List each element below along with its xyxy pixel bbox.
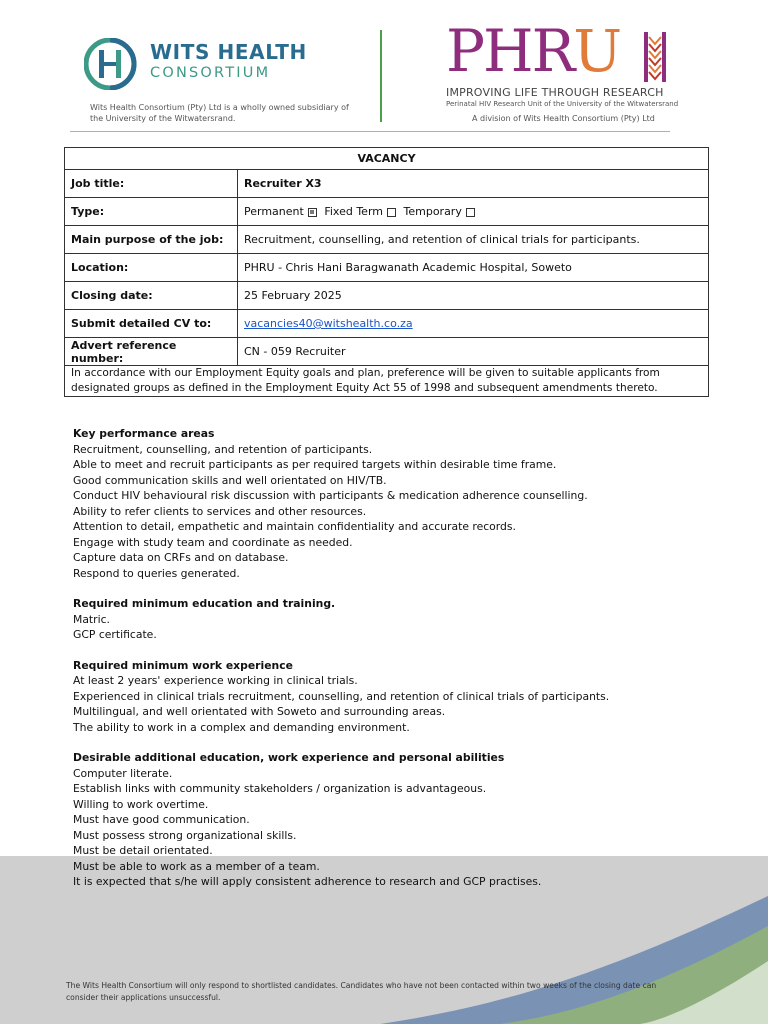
type-option-fixed-term-label: Fixed Term xyxy=(324,205,383,218)
section-desirable-abilities xyxy=(73,750,713,890)
vacancy-header-row xyxy=(65,148,709,170)
section-heading: Desirable additional education, work experience and personal abilities xyxy=(73,751,505,764)
type-option-permanent-label: Permanent xyxy=(244,205,304,218)
equity-note: In accordance with our Employment Equity goals and plan, preference will be given to suitable applicants from designated groups as defined in the Employment Equity Act 55 of 1998 and subsequent amendments thereto. xyxy=(65,366,709,397)
list-item: The ability to work in a complex and demanding environment. xyxy=(73,720,410,734)
list-item: Attention to detail, empathetic and maintain confidentiality and accurate records. xyxy=(73,520,516,533)
section-key-performance-areas xyxy=(73,426,713,581)
table-row xyxy=(65,170,709,198)
wits-health-logo-icon xyxy=(84,38,146,90)
temporary-checkbox[interactable] xyxy=(466,208,475,217)
fixed-term-checkbox[interactable] xyxy=(387,208,396,217)
section-education xyxy=(73,596,713,643)
header-divider xyxy=(380,30,382,122)
permanent-checkbox[interactable] xyxy=(308,208,317,217)
list-item: Good communication skills and well orientated on HIV/TB. xyxy=(73,473,387,487)
purpose-label: Main purpose of the job: xyxy=(65,226,238,254)
vacancy-table xyxy=(64,147,709,397)
footer-note: The Wits Health Consortium will only respond to shortlisted candidates. Candidates who have not been contacted within two weeks of the closing date can consider their applications unsuccessful. xyxy=(66,981,657,1002)
job-title-label: Job title: xyxy=(65,170,238,198)
submit-cv-cell xyxy=(238,310,709,338)
job-title-value: Recruiter X3 xyxy=(238,170,709,198)
email-link[interactable]: vacancies40@witshealth.co.za xyxy=(244,317,413,330)
list-item: Experienced in clinical trials recruitment, counselling, and retention of clinical trials of participants. xyxy=(73,689,610,703)
section-heading: Required minimum education and training. xyxy=(73,597,336,610)
list-item: Recruitment, counselling, and retention of participants. xyxy=(73,442,373,456)
table-row xyxy=(65,254,709,282)
list-item: Ability to refer clients to services and other resources. xyxy=(73,504,367,518)
table-row xyxy=(65,310,709,338)
location-value: PHRU - Chris Hani Baragwanath Academic Hospital, Soweto xyxy=(238,254,709,282)
phru-name-start: PHR xyxy=(446,17,574,85)
list-item: Must be able to work as a member of a team. xyxy=(73,859,320,873)
list-item: Able to meet and recruit participants as per required targets within desirable time frame. xyxy=(73,458,557,471)
list-item: It is expected that s/he will apply consistent adherence to research and GCP practises. xyxy=(73,875,542,888)
list-item: Establish links with community stakeholders / organization is advantageous. xyxy=(73,782,487,795)
table-row xyxy=(65,226,709,254)
list-item: Capture data on CRFs and on database. xyxy=(73,551,289,564)
list-item: GCP certificate. xyxy=(73,628,157,641)
section-heading: Key performance areas xyxy=(73,427,215,440)
table-row xyxy=(65,338,709,366)
phru-logo-text xyxy=(446,18,620,84)
vacancy-title: VACANCY xyxy=(65,148,709,170)
submit-cv-label: Submit detailed CV to: xyxy=(65,310,238,338)
table-row xyxy=(65,198,709,226)
section-heading: Required minimum work experience xyxy=(73,658,293,672)
wits-name-line2: CONSORTIUM xyxy=(150,65,271,81)
list-item: Matric. xyxy=(73,612,110,626)
letterhead xyxy=(0,0,768,140)
table-row xyxy=(65,282,709,310)
list-item: Willing to work overtime. xyxy=(73,797,209,811)
table-row xyxy=(65,366,709,397)
section-work-experience xyxy=(73,658,713,736)
wits-subsidiary-note: Wits Health Consortium (Pty) Ltd is a wholly owned subsidiary of the University of the Witwatersrand. xyxy=(90,103,349,123)
list-item: At least 2 years' experience working in clinical trials. xyxy=(73,674,358,687)
phru-pattern-icon xyxy=(644,32,666,82)
header-rule xyxy=(70,131,670,132)
list-item: Computer literate. xyxy=(73,766,173,780)
list-item: Engage with study team and coordinate as needed. xyxy=(73,535,353,549)
phru-division: A division of Wits Health Consortium (Pty) Ltd xyxy=(472,114,655,123)
phru-name-end: U xyxy=(573,17,621,85)
wits-name-line1: WITS HEALTH xyxy=(150,40,307,64)
purpose-value: Recruitment, counselling, and retention of clinical trials for participants. xyxy=(238,226,709,254)
list-item: Must possess strong organizational skills. xyxy=(73,828,297,842)
list-item: Conduct HIV behavioural risk discussion with participants & medication adherence counselling. xyxy=(73,489,588,502)
reference-value: CN - 059 Recruiter xyxy=(238,338,709,366)
type-options xyxy=(238,198,709,226)
list-item: Multilingual, and well orientated with Soweto and surrounding areas. xyxy=(73,705,446,718)
closing-date-label: Closing date: xyxy=(65,282,238,310)
type-label: Type: xyxy=(65,198,238,226)
phru-subtitle: Perinatal HIV Research Unit of the University of the Witwatersrand xyxy=(446,100,679,108)
reference-label: Advert reference number: xyxy=(65,338,238,366)
list-item: Respond to queries generated. xyxy=(73,566,240,580)
type-option-temporary-label: Temporary xyxy=(403,205,462,218)
location-label: Location: xyxy=(65,254,238,282)
list-item: Must be detail orientated. xyxy=(73,844,213,857)
phru-tagline: IMPROVING LIFE THROUGH RESEARCH xyxy=(446,86,664,99)
job-details xyxy=(73,426,713,905)
closing-date-value: 25 February 2025 xyxy=(238,282,709,310)
list-item: Must have good communication. xyxy=(73,813,250,826)
